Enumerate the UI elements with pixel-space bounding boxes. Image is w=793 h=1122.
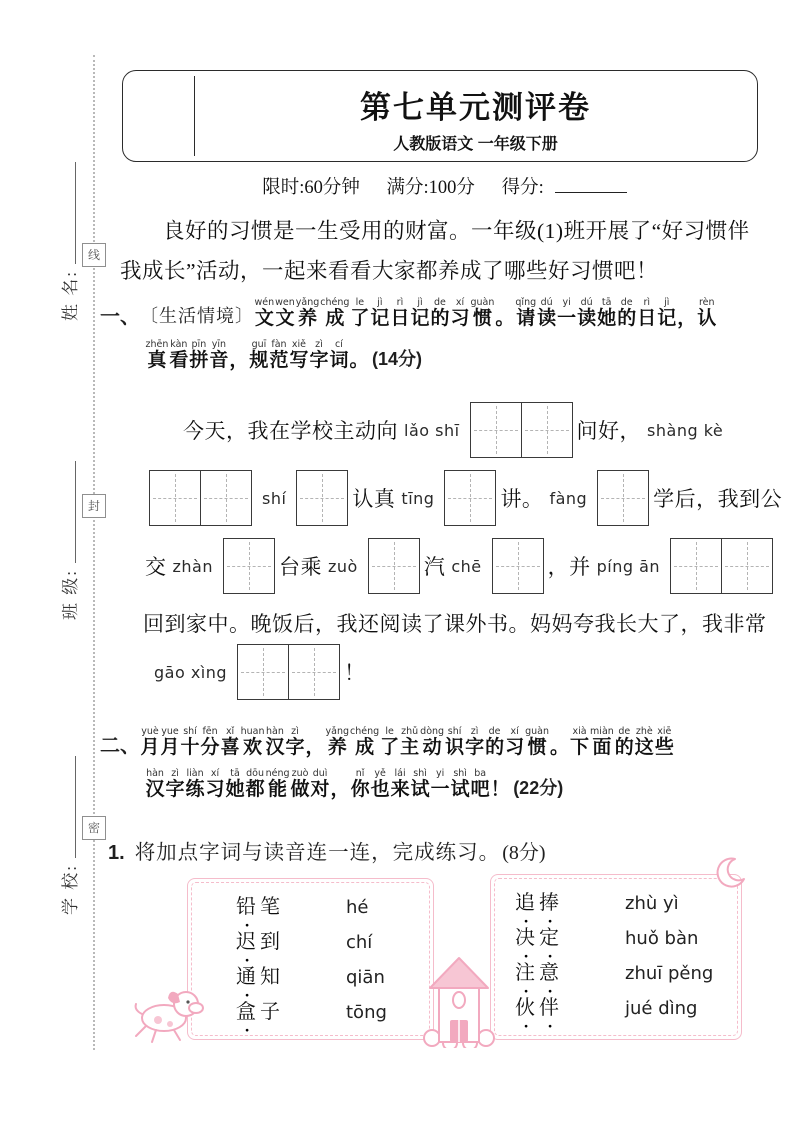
answer-grid[interactable] bbox=[149, 470, 252, 526]
hanzi-with-pinyin: 养yǎng bbox=[295, 297, 320, 329]
question-2-score: (22分) bbox=[513, 778, 564, 798]
class-label-text: 班 级: bbox=[60, 569, 80, 620]
hanzi-with-pinyin: 。 bbox=[550, 737, 570, 758]
hanzi-with-pinyin: 范fàn bbox=[269, 339, 289, 371]
tianzige-cell[interactable] bbox=[445, 471, 495, 525]
hanzi-with-pinyin: 了le bbox=[350, 297, 370, 329]
student-class-label bbox=[53, 440, 83, 620]
hanzi-with-pinyin: 惯guàn bbox=[525, 726, 550, 758]
full-marks: 满分:100分 bbox=[386, 178, 475, 198]
inline-pinyin: shí bbox=[262, 488, 287, 508]
tianzige-cell[interactable] bbox=[297, 471, 347, 525]
match-row bbox=[515, 886, 741, 921]
seal-char-xian: 线 bbox=[82, 243, 106, 267]
hanzi-with-pinyin: 真zhēn bbox=[145, 339, 169, 371]
match-word-char: 意 ● bbox=[539, 956, 563, 985]
diary-text: 台乘 bbox=[278, 555, 322, 579]
question-1-context-tag: 〔生活情境〕 bbox=[140, 306, 254, 326]
hanzi-with-pinyin: 月yuè bbox=[140, 726, 160, 758]
diary-text: 讲。 bbox=[500, 487, 544, 511]
hanzi-with-pinyin: 的de bbox=[485, 726, 505, 758]
hanzi-with-pinyin: 喜xǐ bbox=[220, 726, 240, 758]
match-pinyin[interactable]: zhuī pěng bbox=[625, 963, 714, 984]
match-word[interactable] bbox=[236, 890, 304, 919]
match-word[interactable] bbox=[236, 960, 304, 989]
hanzi-with-pinyin: 习xí bbox=[505, 726, 525, 758]
match-pinyin[interactable]: tōng bbox=[346, 1002, 387, 1023]
answer-grid[interactable] bbox=[670, 538, 773, 594]
hanzi-with-pinyin: ， bbox=[330, 779, 350, 800]
hanzi-with-pinyin: 惯guàn bbox=[470, 297, 495, 329]
match-pinyin[interactable]: hé bbox=[346, 897, 369, 918]
hanzi-with-pinyin: 面miàn bbox=[590, 726, 614, 758]
seal-char-mi: 密 bbox=[82, 816, 106, 840]
name-label-text: 姓 名: bbox=[60, 270, 80, 321]
inline-pinyin: zhàn bbox=[172, 556, 213, 576]
hanzi-with-pinyin: 了le bbox=[380, 726, 400, 758]
diary-line-4 bbox=[120, 608, 780, 638]
name-blank-line[interactable] bbox=[61, 162, 76, 264]
tianzige-cell[interactable] bbox=[369, 539, 419, 593]
match-row bbox=[515, 991, 741, 1026]
hanzi-with-pinyin: 词cí bbox=[329, 339, 349, 371]
match-word[interactable] bbox=[515, 991, 583, 1020]
answer-grid[interactable] bbox=[296, 470, 348, 526]
diary-text: 交 bbox=[145, 555, 167, 579]
hanzi-with-pinyin: ， bbox=[677, 308, 697, 329]
match-row bbox=[236, 960, 433, 995]
match-word-char: 决 ● bbox=[515, 921, 539, 950]
tianzige-cell[interactable] bbox=[493, 539, 543, 593]
hanzi-with-pinyin: 做zuò bbox=[290, 768, 310, 800]
match-word-char: 笔 bbox=[260, 896, 284, 918]
diary-text: 学后，我到公 bbox=[653, 487, 783, 511]
answer-grid[interactable] bbox=[237, 644, 340, 700]
tianzige-cell[interactable] bbox=[671, 539, 721, 593]
hanzi-with-pinyin: 一yi bbox=[430, 768, 450, 800]
match-pinyin[interactable]: qiān bbox=[346, 967, 385, 988]
question-2-text-line1 bbox=[140, 726, 674, 759]
hanzi-with-pinyin: 习xí bbox=[450, 297, 470, 329]
match-word[interactable] bbox=[515, 921, 583, 950]
answer-grid[interactable] bbox=[223, 538, 275, 594]
hanzi-with-pinyin: 读dú bbox=[537, 297, 557, 329]
diary-text: 问好， bbox=[576, 419, 642, 443]
match-word-char: 注 ● bbox=[515, 956, 539, 985]
school-label-text: 学 校: bbox=[60, 864, 80, 915]
tianzige-cell[interactable] bbox=[224, 539, 274, 593]
page-subtitle: 人教版语文 一年级下册 bbox=[393, 136, 558, 153]
dog-icon bbox=[128, 970, 210, 1053]
hanzi-with-pinyin: 字zì bbox=[465, 726, 485, 758]
tianzige-cell[interactable] bbox=[150, 471, 200, 525]
question-2-text-line2 bbox=[145, 768, 510, 801]
answer-grid[interactable] bbox=[444, 470, 496, 526]
question-2-number: 二、 bbox=[100, 735, 140, 757]
hanzi-with-pinyin: ， bbox=[229, 350, 249, 371]
hanzi-with-pinyin: 音yīn bbox=[209, 339, 229, 371]
hanzi-with-pinyin: 动dòng bbox=[420, 726, 445, 758]
hanzi-with-pinyin: 请qǐng bbox=[515, 297, 537, 329]
match-word[interactable] bbox=[515, 886, 583, 915]
diary-text: 回到家中。晚饭后，我还阅读了课外书。妈妈夸我长大了，我非常 bbox=[143, 612, 767, 636]
match-row bbox=[236, 995, 433, 1030]
hanzi-with-pinyin: 她tā bbox=[225, 768, 245, 800]
hanzi-with-pinyin: 记jì bbox=[410, 297, 430, 329]
hanzi-with-pinyin: 成chéng bbox=[320, 297, 350, 329]
hanzi-with-pinyin: 记jì bbox=[657, 297, 677, 329]
hanzi-with-pinyin: 成chéng bbox=[350, 726, 380, 758]
match-word-char: 伴 ● bbox=[539, 991, 563, 1020]
match-word-char: 知 bbox=[260, 966, 284, 988]
match-word-char: 捧 ● bbox=[539, 886, 563, 915]
match-row bbox=[236, 890, 433, 925]
house-icon bbox=[420, 946, 498, 1053]
diary-line-3 bbox=[120, 538, 780, 594]
match-row bbox=[236, 925, 433, 960]
match-pinyin[interactable]: jué dìng bbox=[625, 998, 698, 1019]
hanzi-with-pinyin: 练liàn bbox=[185, 768, 205, 800]
inline-pinyin: chē bbox=[451, 556, 482, 576]
diary-line-1 bbox=[120, 402, 780, 458]
hanzi-with-pinyin: 记jì bbox=[370, 297, 390, 329]
match-word-char: 追 ● bbox=[515, 886, 539, 915]
inline-pinyin: píng ān bbox=[596, 556, 661, 576]
hanzi-with-pinyin: 汉hàn bbox=[265, 726, 285, 758]
hanzi-with-pinyin: 这zhè bbox=[634, 726, 654, 758]
hanzi-with-pinyin: 试shì bbox=[450, 768, 470, 800]
student-school-label bbox=[53, 735, 83, 915]
hanzi-with-pinyin: 的de bbox=[430, 297, 450, 329]
diary-text: 认真 bbox=[352, 487, 396, 511]
seal-char-feng: 封 bbox=[82, 494, 106, 518]
hanzi-with-pinyin: 习xí bbox=[205, 768, 225, 800]
tianzige-cell[interactable] bbox=[471, 403, 521, 457]
diary-text: 今天，我在学校主动向 bbox=[183, 419, 398, 443]
sub-question-1-score: (8分) bbox=[502, 842, 546, 864]
match-row bbox=[515, 921, 741, 956]
diary-text: 汽 bbox=[423, 555, 446, 579]
match-word-char: 定 ● bbox=[539, 921, 563, 950]
diary-text: ，并 bbox=[547, 555, 591, 579]
match-row bbox=[515, 956, 741, 991]
moon-icon bbox=[712, 856, 748, 897]
matching-box-right bbox=[490, 874, 742, 1040]
match-word-char: 迟 ● bbox=[236, 925, 260, 954]
hanzi-with-pinyin: ！ bbox=[490, 779, 510, 800]
answer-grid[interactable] bbox=[492, 538, 544, 594]
sub-question-1-number: 1. bbox=[108, 842, 125, 864]
hanzi-with-pinyin: 日rì bbox=[637, 297, 657, 329]
question-1-number: 一、 bbox=[100, 306, 140, 328]
match-word-char: 通 ● bbox=[236, 960, 260, 989]
match-word[interactable] bbox=[515, 956, 583, 985]
hanzi-with-pinyin: 分fēn bbox=[200, 726, 220, 758]
hanzi-with-pinyin: 来lái bbox=[390, 768, 410, 800]
tianzige-cell[interactable] bbox=[200, 471, 251, 525]
exam-info-row bbox=[122, 173, 756, 199]
question-1-score: (14分) bbox=[372, 349, 423, 369]
hanzi-with-pinyin: 主zhǔ bbox=[400, 726, 420, 758]
question-1-text-line1 bbox=[254, 297, 717, 330]
hanzi-with-pinyin: 字zì bbox=[165, 768, 185, 800]
diary-line-5 bbox=[120, 644, 780, 700]
hanzi-with-pinyin: 你nǐ bbox=[350, 768, 370, 800]
question-1-text-line2 bbox=[145, 339, 369, 372]
hanzi-with-pinyin: 规guī bbox=[249, 339, 269, 371]
page-title: 第七单元测评卷 bbox=[360, 90, 591, 125]
match-word-char: 伙 ● bbox=[515, 991, 539, 1020]
hanzi-with-pinyin: 对duì bbox=[310, 768, 330, 800]
school-blank-line[interactable] bbox=[61, 756, 76, 858]
hanzi-with-pinyin: 吧ba bbox=[470, 768, 490, 800]
seal-dotted-line bbox=[93, 55, 95, 1050]
hanzi-with-pinyin: 下xià bbox=[570, 726, 590, 758]
question-1-heading bbox=[100, 297, 780, 372]
score-label: 得分: bbox=[501, 178, 544, 198]
inline-pinyin: tīng bbox=[401, 488, 435, 508]
hanzi-with-pinyin: 认rèn bbox=[697, 297, 717, 329]
tianzige-cell[interactable] bbox=[288, 645, 339, 699]
tianzige-cell[interactable] bbox=[521, 403, 572, 457]
tianzige-cell[interactable] bbox=[598, 471, 648, 525]
match-word-char: 盒 ● bbox=[236, 995, 260, 1024]
hanzi-with-pinyin: 文wen bbox=[275, 297, 295, 329]
diary-text: ！ bbox=[344, 661, 366, 685]
match-word-char: 子 bbox=[260, 1001, 284, 1023]
time-limit: 限时:60分钟 bbox=[262, 178, 360, 198]
inline-pinyin: lǎo shī bbox=[404, 420, 460, 440]
hanzi-with-pinyin: 日rì bbox=[390, 297, 410, 329]
class-blank-line[interactable] bbox=[61, 461, 76, 563]
hanzi-with-pinyin: 。 bbox=[349, 350, 369, 371]
hanzi-with-pinyin: 。 bbox=[495, 308, 515, 329]
match-pinyin[interactable]: zhù yì bbox=[625, 893, 679, 914]
hanzi-with-pinyin: 都dōu bbox=[245, 768, 265, 800]
answer-grid[interactable] bbox=[368, 538, 420, 594]
match-word-char: 到 bbox=[260, 931, 284, 953]
hanzi-with-pinyin: 识shí bbox=[445, 726, 465, 758]
inline-pinyin: fàng bbox=[549, 488, 588, 508]
match-pinyin[interactable]: chí bbox=[346, 932, 373, 953]
hanzi-with-pinyin: 能néng bbox=[265, 768, 290, 800]
hanzi-with-pinyin: 她tā bbox=[597, 297, 617, 329]
answer-grid[interactable] bbox=[470, 402, 573, 458]
answer-grid[interactable] bbox=[597, 470, 649, 526]
hanzi-with-pinyin: 汉hàn bbox=[145, 768, 165, 800]
hanzi-with-pinyin: 月yue bbox=[160, 726, 180, 758]
question-2-heading bbox=[100, 726, 780, 801]
sub-question-1 bbox=[108, 835, 546, 865]
tianzige-cell[interactable] bbox=[721, 539, 772, 593]
hanzi-with-pinyin: 文wén bbox=[254, 297, 275, 329]
tianzige-cell[interactable] bbox=[238, 645, 288, 699]
hanzi-with-pinyin: 一yi bbox=[557, 297, 577, 329]
sub-question-1-text: 将加点字词与读音连一连，完成练习。 bbox=[134, 842, 501, 864]
hanzi-with-pinyin: 看kàn bbox=[169, 339, 189, 371]
inline-pinyin: gāo xìng bbox=[154, 662, 228, 682]
hanzi-with-pinyin: 欢huan bbox=[240, 726, 265, 758]
inline-pinyin: zuò bbox=[327, 556, 358, 576]
match-word-char: 铅 ● bbox=[236, 890, 260, 919]
match-word[interactable] bbox=[236, 995, 304, 1024]
title-box bbox=[122, 70, 758, 162]
match-pinyin[interactable]: huǒ bàn bbox=[625, 928, 699, 949]
hanzi-with-pinyin: ， bbox=[305, 737, 325, 758]
hanzi-with-pinyin: 拼pīn bbox=[189, 339, 209, 371]
matching-exercise bbox=[120, 862, 780, 1072]
score-blank-line[interactable] bbox=[555, 177, 627, 193]
intro-paragraph: 良好的习惯是一生受用的财富。一年级(1)班开展了“好习惯伴我成长”活动，一起来看看大家都养成了哪些好习惯吧！ bbox=[120, 219, 750, 283]
match-word[interactable] bbox=[236, 925, 304, 954]
diary-line-2 bbox=[120, 470, 783, 526]
hanzi-with-pinyin: 字zì bbox=[309, 339, 329, 371]
hanzi-with-pinyin: 试shì bbox=[410, 768, 430, 800]
hanzi-with-pinyin: 字zì bbox=[285, 726, 305, 758]
hanzi-with-pinyin: 的de bbox=[617, 297, 637, 329]
hanzi-with-pinyin: 也yě bbox=[370, 768, 390, 800]
inline-pinyin: shàng kè bbox=[647, 420, 724, 440]
hanzi-with-pinyin: 写xiě bbox=[289, 339, 309, 371]
hanzi-with-pinyin: 些xiē bbox=[654, 726, 674, 758]
hanzi-with-pinyin: 读dú bbox=[577, 297, 597, 329]
student-name-label bbox=[53, 141, 83, 321]
hanzi-with-pinyin: 十shí bbox=[180, 726, 200, 758]
hanzi-with-pinyin: 养yǎng bbox=[325, 726, 350, 758]
hanzi-with-pinyin: 的de bbox=[614, 726, 634, 758]
matching-box-left bbox=[187, 878, 434, 1040]
